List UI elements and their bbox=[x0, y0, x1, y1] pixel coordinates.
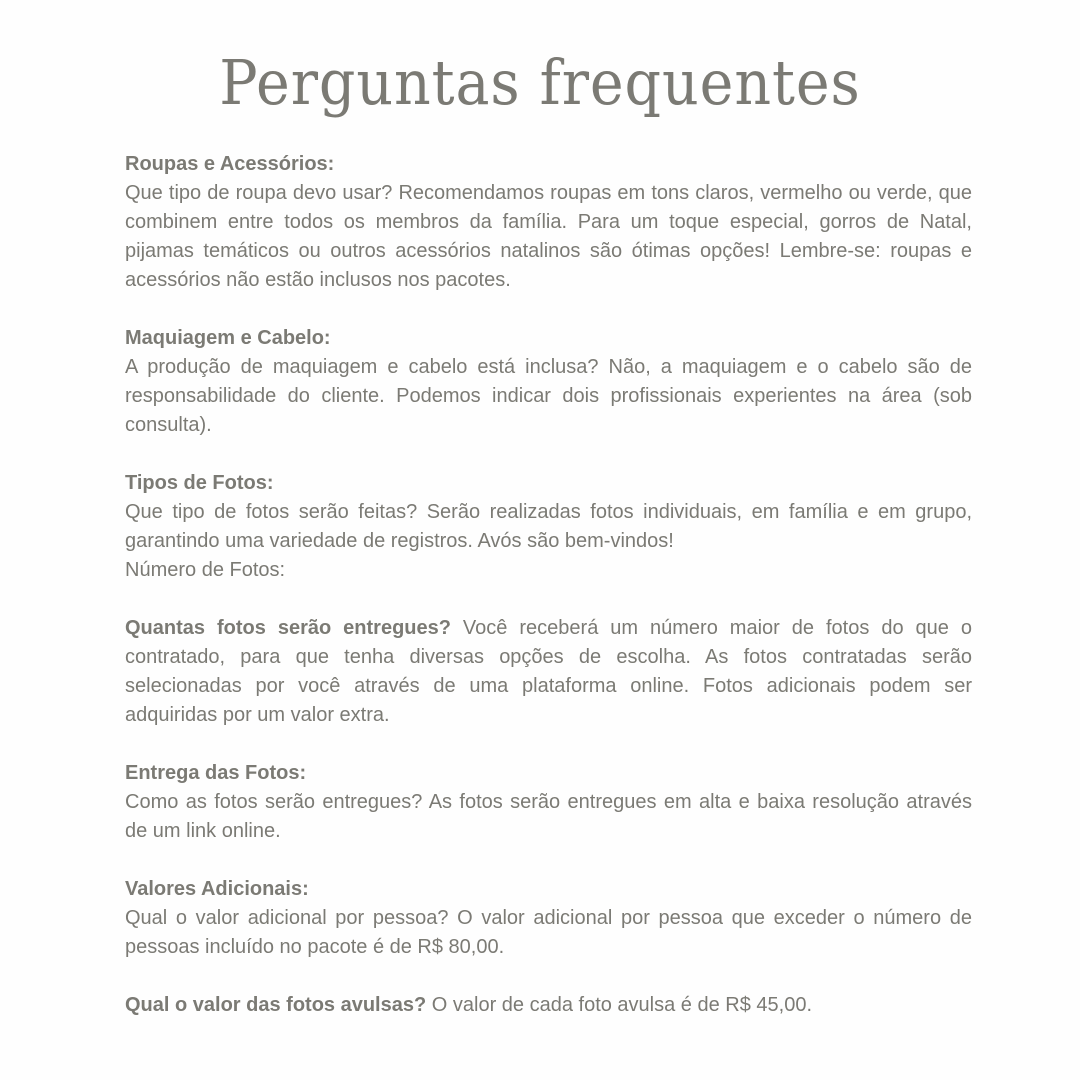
faq-section-quantidade bbox=[125, 614, 972, 730]
section-text bbox=[125, 991, 972, 1020]
section-text: A produção de maquiagem e cabelo está inclusa? Não, a maquiagem e o cabelo são de responsabilidade do cliente. Podemos indicar dois profissionais experientes na área (sob consulta). bbox=[125, 356, 972, 436]
section-text: Que tipo de roupa devo usar? Recomendamos roupas em tons claros, vermelho ou verde, que combinem entre todos os membros da família. Para um toque especial, gorros de Natal, pijamas temáticos ou outros acessórios natalinos são ótimas opções! Lembre-se: roupas e acessórios não estão inclusos nos pacotes. bbox=[125, 182, 972, 291]
question-text: Qual o valor das fotos avulsas? bbox=[125, 994, 427, 1016]
faq-section-valores bbox=[125, 875, 972, 962]
faq-content bbox=[125, 150, 972, 1049]
section-text: Qual o valor adicional por pessoa? O valor adicional por pessoa que exceder o número de pessoas incluído no pacote é de R$ 80,00. bbox=[125, 907, 972, 958]
answer-text: O valor de cada foto avulsa é de R$ 45,00. bbox=[426, 994, 813, 1016]
faq-section-entrega bbox=[125, 759, 972, 846]
section-text: Que tipo de fotos serão feitas? Serão realizadas fotos individuais, em família e em grupo, garantindo uma variedade de registros. Avós são bem-vindos! bbox=[125, 501, 972, 552]
section-heading: Maquiagem e Cabelo: bbox=[125, 327, 331, 349]
section-heading: Roupas e Acessórios: bbox=[125, 153, 335, 175]
section-heading: Entrega das Fotos: bbox=[125, 762, 307, 784]
faq-section-roupas bbox=[125, 150, 972, 295]
page-title: Perguntas frequentes bbox=[219, 46, 861, 119]
faq-section-avulsas bbox=[125, 991, 972, 1020]
section-text: Como as fotos serão entregues? As fotos serão entregues em alta e baixa resolução através de um link online. bbox=[125, 791, 972, 842]
section-text bbox=[125, 614, 972, 730]
faq-section-maquiagem bbox=[125, 324, 972, 440]
section-subheading: Número de Fotos: bbox=[125, 559, 286, 581]
answer-text: Você receberá um número maior de fotos do que o contratado, para que tenha diversas opções de escolha. As fotos contratadas serão selecionadas por você através de uma plataforma online. Fotos adicionais podem ser adquiridas por um valor extra. bbox=[125, 617, 972, 726]
question-text: Quantas fotos serão entregues? bbox=[125, 617, 451, 639]
faq-section-tipos bbox=[125, 469, 972, 585]
section-heading: Tipos de Fotos: bbox=[125, 472, 274, 494]
section-heading: Valores Adicionais: bbox=[125, 878, 309, 900]
